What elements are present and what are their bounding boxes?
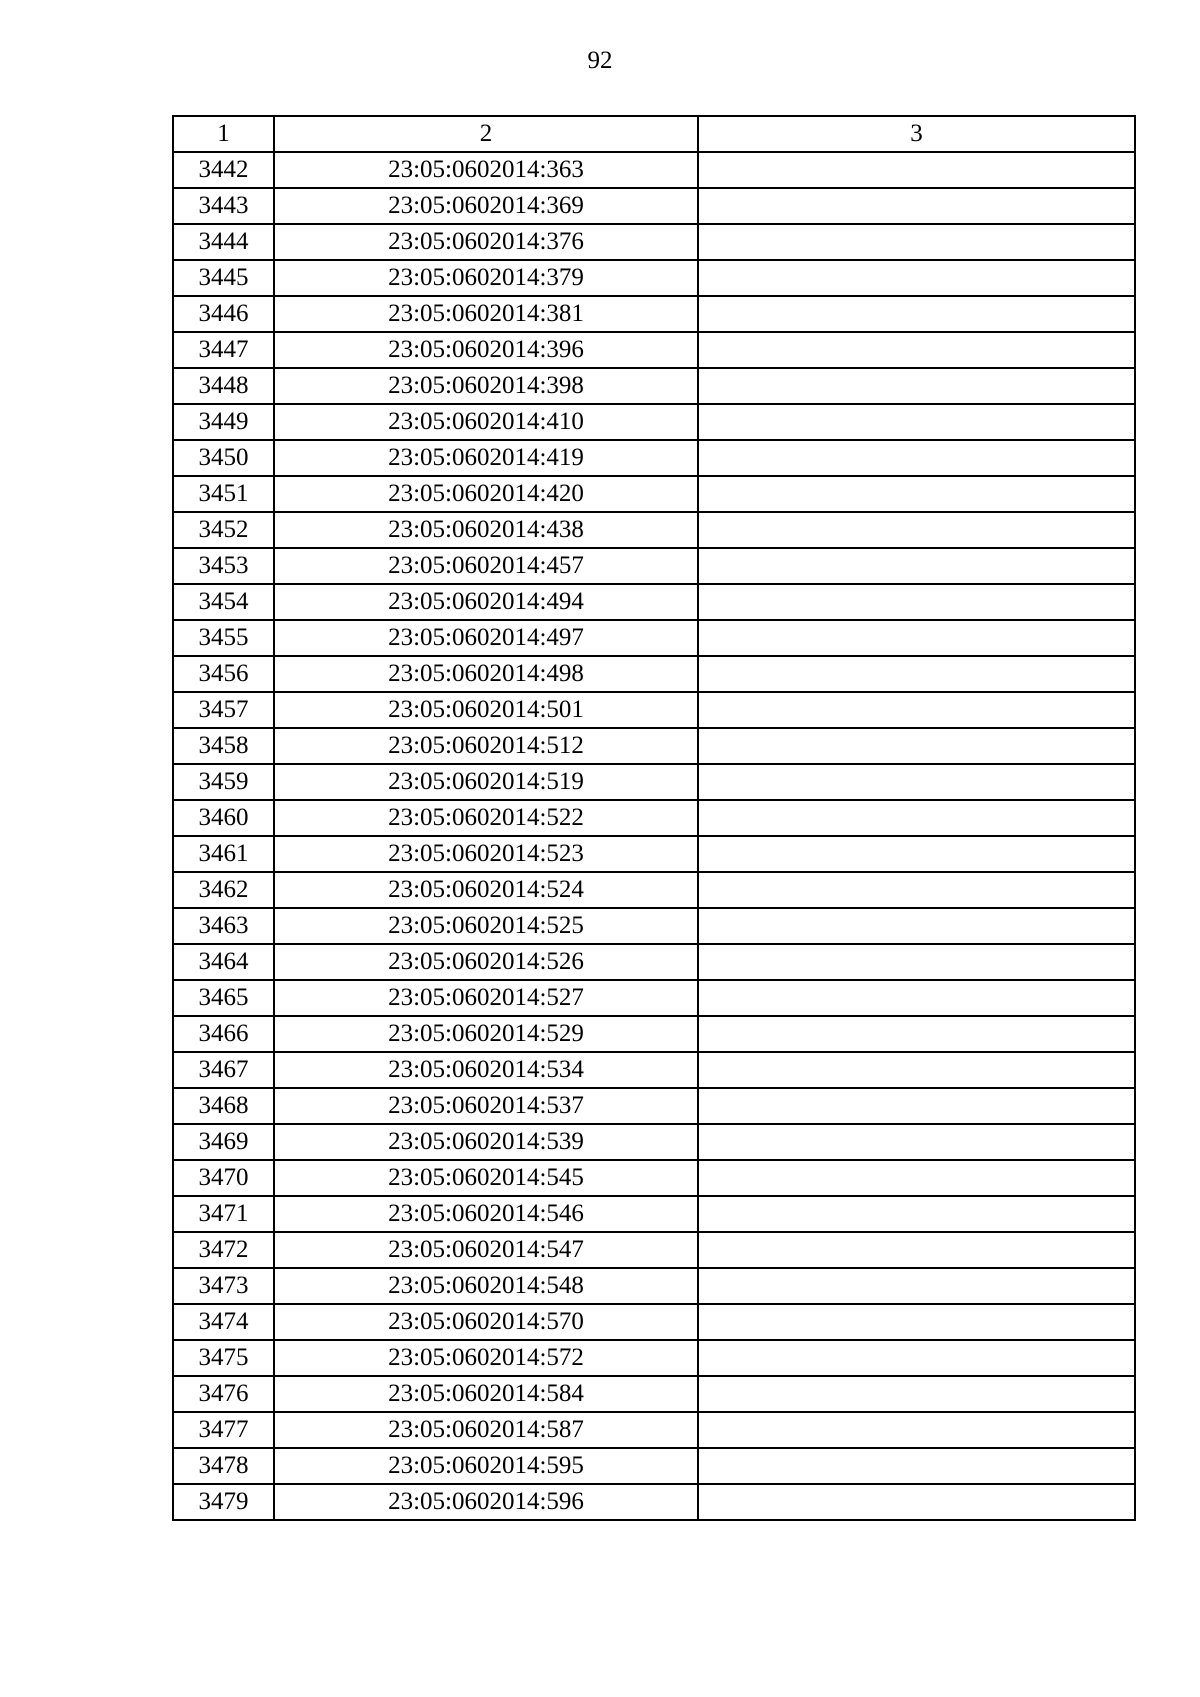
row-number-cell: 3475 [173, 1340, 274, 1376]
note-cell [698, 1304, 1135, 1340]
note-cell [698, 728, 1135, 764]
row-number-cell: 3462 [173, 872, 274, 908]
row-number-cell: 3446 [173, 296, 274, 332]
table-row [173, 1484, 1135, 1520]
row-number-cell: 3469 [173, 1124, 274, 1160]
note-cell [698, 440, 1135, 476]
table-row [173, 1160, 1135, 1196]
row-number-cell: 3444 [173, 224, 274, 260]
note-cell [698, 1124, 1135, 1160]
note-cell [698, 1448, 1135, 1484]
row-number-cell: 3460 [173, 800, 274, 836]
table-row [173, 620, 1135, 656]
row-number-cell: 3467 [173, 1052, 274, 1088]
note-cell [698, 296, 1135, 332]
note-cell [698, 620, 1135, 656]
cadastral-number-cell: 23:05:0602014:369 [274, 188, 698, 224]
row-number-cell: 3447 [173, 332, 274, 368]
cadastral-number-cell: 23:05:0602014:527 [274, 980, 698, 1016]
cadastral-number-cell: 23:05:0602014:584 [274, 1376, 698, 1412]
cadastral-number-cell: 23:05:0602014:376 [274, 224, 698, 260]
note-cell [698, 512, 1135, 548]
table-row [173, 1016, 1135, 1052]
row-number-cell: 3452 [173, 512, 274, 548]
row-number-cell: 3465 [173, 980, 274, 1016]
note-cell [698, 800, 1135, 836]
table-row [173, 512, 1135, 548]
table-row [173, 188, 1135, 224]
cadastral-number-cell: 23:05:0602014:548 [274, 1268, 698, 1304]
cadastral-number-cell: 23:05:0602014:410 [274, 404, 698, 440]
cadastral-number-cell: 23:05:0602014:545 [274, 1160, 698, 1196]
note-cell [698, 1088, 1135, 1124]
note-cell [698, 944, 1135, 980]
row-number-cell: 3468 [173, 1088, 274, 1124]
row-number-cell: 3445 [173, 260, 274, 296]
row-number-cell: 3449 [173, 404, 274, 440]
note-cell [698, 404, 1135, 440]
table-row [173, 836, 1135, 872]
note-cell [698, 764, 1135, 800]
cadastral-number-cell: 23:05:0602014:519 [274, 764, 698, 800]
row-number-cell: 3459 [173, 764, 274, 800]
cadastral-number-cell: 23:05:0602014:420 [274, 476, 698, 512]
table-row [173, 1340, 1135, 1376]
table-row [173, 980, 1135, 1016]
table-row [173, 1268, 1135, 1304]
cadastral-number-cell: 23:05:0602014:398 [274, 368, 698, 404]
note-cell [698, 260, 1135, 296]
note-cell [698, 692, 1135, 728]
note-cell [698, 584, 1135, 620]
table-row [173, 908, 1135, 944]
table-row [173, 1448, 1135, 1484]
row-number-cell: 3458 [173, 728, 274, 764]
row-number-cell: 3479 [173, 1484, 274, 1520]
row-number-cell: 3476 [173, 1376, 274, 1412]
table-row [173, 224, 1135, 260]
table-row [173, 548, 1135, 584]
cadastral-number-cell: 23:05:0602014:396 [274, 332, 698, 368]
column-header-3: 3 [698, 116, 1135, 152]
table-row [173, 1412, 1135, 1448]
row-number-cell: 3450 [173, 440, 274, 476]
row-number-cell: 3448 [173, 368, 274, 404]
cadastral-number-cell: 23:05:0602014:529 [274, 1016, 698, 1052]
table-header [173, 116, 1135, 152]
table-row [173, 1376, 1135, 1412]
note-cell [698, 1232, 1135, 1268]
row-number-cell: 3474 [173, 1304, 274, 1340]
cadastral-number-cell: 23:05:0602014:546 [274, 1196, 698, 1232]
cadastral-number-cell: 23:05:0602014:438 [274, 512, 698, 548]
table-row [173, 800, 1135, 836]
note-cell [698, 1016, 1135, 1052]
cadastral-number-cell: 23:05:0602014:570 [274, 1304, 698, 1340]
table-row [173, 1052, 1135, 1088]
note-cell [698, 1160, 1135, 1196]
note-cell [698, 476, 1135, 512]
cadastral-number-cell: 23:05:0602014:534 [274, 1052, 698, 1088]
cadastral-number-cell: 23:05:0602014:498 [274, 656, 698, 692]
cadastral-number-cell: 23:05:0602014:587 [274, 1412, 698, 1448]
note-cell [698, 1052, 1135, 1088]
row-number-cell: 3470 [173, 1160, 274, 1196]
cadastral-number-cell: 23:05:0602014:572 [274, 1340, 698, 1376]
table-row [173, 1124, 1135, 1160]
cadastral-number-cell: 23:05:0602014:595 [274, 1448, 698, 1484]
row-number-cell: 3453 [173, 548, 274, 584]
note-cell [698, 1412, 1135, 1448]
note-cell [698, 1268, 1135, 1304]
note-cell [698, 980, 1135, 1016]
cadastral-number-cell: 23:05:0602014:522 [274, 800, 698, 836]
column-header-1: 1 [173, 116, 274, 152]
table-row [173, 656, 1135, 692]
note-cell [698, 908, 1135, 944]
table-row [173, 404, 1135, 440]
note-cell [698, 188, 1135, 224]
cadastral-number-cell: 23:05:0602014:525 [274, 908, 698, 944]
row-number-cell: 3454 [173, 584, 274, 620]
table-row [173, 728, 1135, 764]
table-row [173, 296, 1135, 332]
row-number-cell: 3451 [173, 476, 274, 512]
table-row [173, 872, 1135, 908]
table-row [173, 1088, 1135, 1124]
note-cell [698, 332, 1135, 368]
table-row [173, 944, 1135, 980]
note-cell [698, 1484, 1135, 1520]
cadastral-number-cell: 23:05:0602014:596 [274, 1484, 698, 1520]
cadastral-number-cell: 23:05:0602014:523 [274, 836, 698, 872]
table-row [173, 1196, 1135, 1232]
note-cell [698, 836, 1135, 872]
cadastral-number-cell: 23:05:0602014:419 [274, 440, 698, 476]
table-row [173, 692, 1135, 728]
cadastral-number-cell: 23:05:0602014:494 [274, 584, 698, 620]
table-row [173, 152, 1135, 188]
table-row [173, 332, 1135, 368]
row-number-cell: 3472 [173, 1232, 274, 1268]
column-header-2: 2 [274, 116, 698, 152]
cadastral-number-cell: 23:05:0602014:537 [274, 1088, 698, 1124]
row-number-cell: 3464 [173, 944, 274, 980]
note-cell [698, 152, 1135, 188]
row-number-cell: 3471 [173, 1196, 274, 1232]
note-cell [698, 224, 1135, 260]
note-cell [698, 1196, 1135, 1232]
cadastral-table [172, 115, 1136, 1521]
cadastral-number-cell: 23:05:0602014:379 [274, 260, 698, 296]
note-cell [698, 872, 1135, 908]
note-cell [698, 1376, 1135, 1412]
row-number-cell: 3443 [173, 188, 274, 224]
cadastral-number-cell: 23:05:0602014:501 [274, 692, 698, 728]
row-number-cell: 3457 [173, 692, 274, 728]
cadastral-number-cell: 23:05:0602014:512 [274, 728, 698, 764]
cadastral-number-cell: 23:05:0602014:457 [274, 548, 698, 584]
cadastral-number-cell: 23:05:0602014:363 [274, 152, 698, 188]
row-number-cell: 3466 [173, 1016, 274, 1052]
row-number-cell: 3442 [173, 152, 274, 188]
row-number-cell: 3478 [173, 1448, 274, 1484]
row-number-cell: 3455 [173, 620, 274, 656]
table-row [173, 440, 1135, 476]
table-body [173, 152, 1135, 1520]
table-row [173, 1304, 1135, 1340]
note-cell [698, 548, 1135, 584]
row-number-cell: 3456 [173, 656, 274, 692]
row-number-cell: 3461 [173, 836, 274, 872]
cadastral-number-cell: 23:05:0602014:497 [274, 620, 698, 656]
table-row [173, 764, 1135, 800]
row-number-cell: 3473 [173, 1268, 274, 1304]
table-row [173, 476, 1135, 512]
table-header-row [173, 116, 1135, 152]
cadastral-number-cell: 23:05:0602014:539 [274, 1124, 698, 1160]
table-row [173, 584, 1135, 620]
table-row [173, 260, 1135, 296]
cadastral-number-cell: 23:05:0602014:526 [274, 944, 698, 980]
cadastral-number-cell: 23:05:0602014:524 [274, 872, 698, 908]
table-row [173, 1232, 1135, 1268]
cadastral-number-cell: 23:05:0602014:547 [274, 1232, 698, 1268]
row-number-cell: 3477 [173, 1412, 274, 1448]
table-row [173, 368, 1135, 404]
note-cell [698, 656, 1135, 692]
note-cell [698, 1340, 1135, 1376]
cadastral-number-cell: 23:05:0602014:381 [274, 296, 698, 332]
page-number: 92 [587, 47, 613, 74]
note-cell [698, 368, 1135, 404]
row-number-cell: 3463 [173, 908, 274, 944]
